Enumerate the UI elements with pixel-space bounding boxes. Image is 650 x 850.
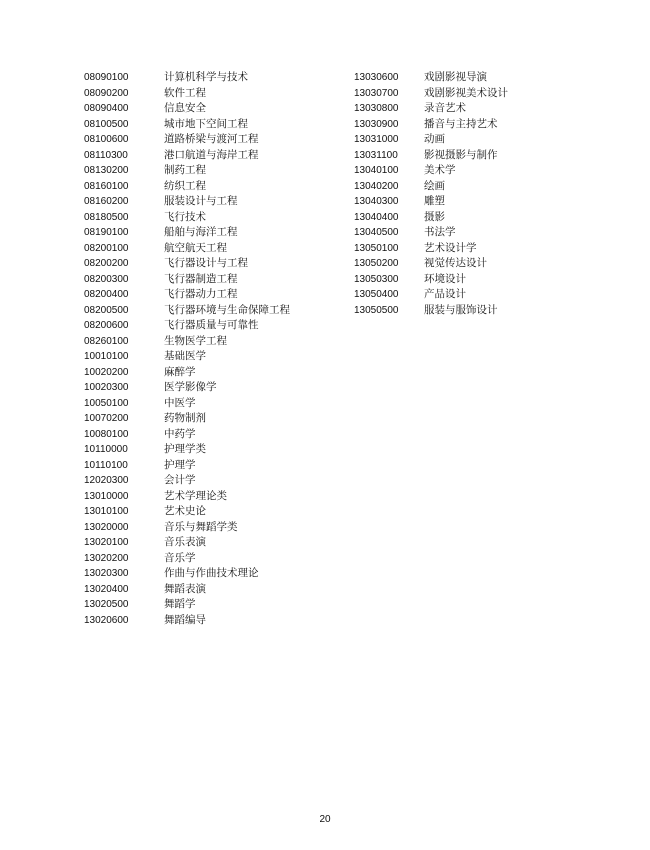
list-item <box>84 380 290 396</box>
list-item <box>84 334 290 350</box>
major-name: 音乐与舞蹈学类 <box>164 520 238 533</box>
list-item <box>354 272 508 288</box>
major-code: 10050100 <box>84 397 129 409</box>
list-item <box>354 132 508 148</box>
major-code: 08160200 <box>84 196 129 207</box>
major-name: 戏剧影视美术设计 <box>424 86 508 99</box>
list-item <box>354 256 508 272</box>
major-code: 13050100 <box>354 242 399 254</box>
major-name: 麻醉学 <box>164 365 196 378</box>
list-item <box>84 318 290 334</box>
major-code: 13040500 <box>354 227 399 238</box>
major-code: 08200200 <box>84 258 129 269</box>
major-code: 13040300 <box>354 196 399 207</box>
major-code: 13020100 <box>84 537 129 548</box>
major-name: 计算机科学与技术 <box>164 71 248 83</box>
major-name: 护理学类 <box>164 443 206 455</box>
list-item <box>84 210 290 226</box>
major-name: 音乐学 <box>164 551 196 564</box>
major-name: 美术学 <box>424 164 456 176</box>
list-item <box>84 148 290 164</box>
major-code: 10010100 <box>84 351 129 362</box>
major-code: 08200500 <box>84 304 129 316</box>
major-code: 13020500 <box>84 599 129 610</box>
major-name: 视觉传达设计 <box>424 257 487 269</box>
major-name: 纺织工程 <box>164 179 206 192</box>
page-number: 20 <box>319 814 331 825</box>
major-code: 13050200 <box>354 258 399 269</box>
major-name: 服装设计与工程 <box>164 195 238 207</box>
list-item <box>84 535 290 551</box>
major-name: 飞行技术 <box>164 210 206 223</box>
major-name: 舞蹈表演 <box>164 582 206 595</box>
major-code: 13020600 <box>84 614 129 626</box>
major-code: 08200400 <box>84 289 129 300</box>
list-item <box>84 132 290 148</box>
major-name: 绘画 <box>424 179 445 192</box>
major-code: 08200600 <box>84 320 129 331</box>
list-item <box>84 582 290 598</box>
list-item <box>84 396 290 412</box>
major-name: 摄影 <box>424 210 445 223</box>
major-name: 飞行器环境与生命保障工程 <box>164 303 290 316</box>
list-item <box>84 473 290 489</box>
list-item <box>84 194 290 210</box>
list-item <box>354 163 508 179</box>
list-item <box>84 427 290 443</box>
major-name: 生物医学工程 <box>164 334 227 347</box>
major-code: 10070200 <box>84 413 129 424</box>
list-item <box>354 148 508 164</box>
major-code: 13030900 <box>354 118 399 130</box>
list-item <box>354 225 508 241</box>
major-name: 飞行器设计与工程 <box>164 257 248 269</box>
major-name: 航空航天工程 <box>164 241 227 254</box>
major-name: 舞蹈学 <box>164 598 196 610</box>
major-name: 飞行器制造工程 <box>164 272 238 285</box>
major-code: 08200300 <box>84 273 129 285</box>
major-name: 艺术设计学 <box>424 241 477 254</box>
major-name: 医学影像学 <box>164 381 217 393</box>
list-item <box>84 613 290 629</box>
list-item <box>84 411 290 427</box>
major-name: 作曲与作曲技术理论 <box>164 567 259 579</box>
major-code: 13020400 <box>84 583 129 595</box>
major-code: 08090200 <box>84 87 129 99</box>
major-name: 制药工程 <box>164 164 206 176</box>
list-item <box>354 86 508 102</box>
left-major-list <box>84 70 290 628</box>
major-code: 10110000 <box>84 444 128 455</box>
major-code: 13040400 <box>354 211 399 223</box>
right-major-list <box>354 70 508 318</box>
list-item <box>354 70 508 86</box>
major-code: 13020300 <box>84 568 129 579</box>
major-name: 会计学 <box>164 474 196 486</box>
major-name: 音乐表演 <box>164 536 206 548</box>
list-item <box>84 241 290 257</box>
list-item <box>84 303 290 319</box>
major-code: 10020300 <box>84 382 129 393</box>
list-item <box>84 70 290 86</box>
major-name: 艺术学理论类 <box>164 489 227 502</box>
major-name: 中药学 <box>164 427 196 440</box>
major-name: 道路桥梁与渡河工程 <box>164 133 259 145</box>
major-name: 护理学 <box>164 458 196 471</box>
list-item <box>84 520 290 536</box>
major-name: 服装与服饰设计 <box>424 303 498 316</box>
major-code: 13020200 <box>84 552 129 564</box>
major-code: 08100600 <box>84 134 129 145</box>
major-code: 13050500 <box>354 304 399 316</box>
list-item <box>84 101 290 117</box>
major-name: 船舶与海洋工程 <box>164 226 238 238</box>
major-code: 13010000 <box>84 490 129 502</box>
major-code: 13020000 <box>84 521 129 533</box>
list-item <box>84 225 290 241</box>
major-code: 08190100 <box>84 227 129 238</box>
major-name: 飞行器动力工程 <box>164 288 238 300</box>
major-code: 08130200 <box>84 165 129 176</box>
major-code: 13050300 <box>354 273 399 285</box>
list-item <box>84 365 290 381</box>
list-item <box>84 179 290 195</box>
list-item <box>84 458 290 474</box>
list-item <box>84 566 290 582</box>
major-name: 信息安全 <box>164 102 206 114</box>
list-item <box>354 194 508 210</box>
major-name: 艺术史论 <box>164 505 206 517</box>
major-code: 08180500 <box>84 211 129 223</box>
list-item <box>84 86 290 102</box>
major-name: 软件工程 <box>164 86 206 99</box>
major-name: 雕塑 <box>424 195 445 207</box>
major-code: 08100500 <box>84 118 129 130</box>
major-code: 13031100 <box>354 149 398 161</box>
major-code: 13010100 <box>84 506 129 517</box>
major-name: 录音艺术 <box>424 102 466 114</box>
major-name: 影视摄影与制作 <box>424 148 498 161</box>
major-name: 戏剧影视导演 <box>424 71 487 83</box>
major-code: 13031000 <box>354 134 399 145</box>
list-item <box>84 349 290 365</box>
list-item <box>84 256 290 272</box>
list-item <box>84 287 290 303</box>
major-name: 舞蹈编导 <box>164 613 206 626</box>
list-item <box>354 179 508 195</box>
major-code: 08090100 <box>84 72 129 83</box>
list-item <box>84 551 290 567</box>
major-code: 08110300 <box>84 149 128 161</box>
major-name: 中医学 <box>164 396 196 409</box>
list-item <box>354 303 508 319</box>
list-item <box>354 287 508 303</box>
major-name: 动画 <box>424 133 445 145</box>
major-code: 10020200 <box>84 366 129 378</box>
list-item <box>84 163 290 179</box>
major-name: 城市地下空间工程 <box>164 117 248 130</box>
major-name: 飞行器质量与可靠性 <box>164 319 259 331</box>
major-code: 13030700 <box>354 87 399 99</box>
list-item <box>354 101 508 117</box>
major-code: 08160100 <box>84 180 129 192</box>
major-name: 基础医学 <box>164 350 206 362</box>
major-code: 13050400 <box>354 289 399 300</box>
list-item <box>84 597 290 613</box>
list-item <box>84 272 290 288</box>
list-item <box>354 241 508 257</box>
list-item <box>84 117 290 133</box>
list-item <box>84 442 290 458</box>
list-item <box>354 210 508 226</box>
list-item <box>84 504 290 520</box>
major-code: 13030800 <box>354 103 399 114</box>
major-code: 08090400 <box>84 103 129 114</box>
major-name: 环境设计 <box>424 272 466 285</box>
major-code: 08260100 <box>84 335 129 347</box>
major-code: 13030600 <box>354 72 399 83</box>
major-name: 产品设计 <box>424 288 466 300</box>
list-item <box>84 489 290 505</box>
major-code: 10080100 <box>84 428 129 440</box>
major-code: 12020300 <box>84 475 129 486</box>
major-name: 药物制剂 <box>164 412 206 424</box>
major-code: 10110100 <box>84 459 128 471</box>
major-name: 播音与主持艺术 <box>424 117 498 130</box>
major-name: 书法学 <box>424 226 456 238</box>
major-code: 13040200 <box>354 180 399 192</box>
major-code: 13040100 <box>354 165 399 176</box>
major-code: 08200100 <box>84 242 129 254</box>
major-name: 港口航道与海岸工程 <box>164 148 259 161</box>
list-item <box>354 117 508 133</box>
